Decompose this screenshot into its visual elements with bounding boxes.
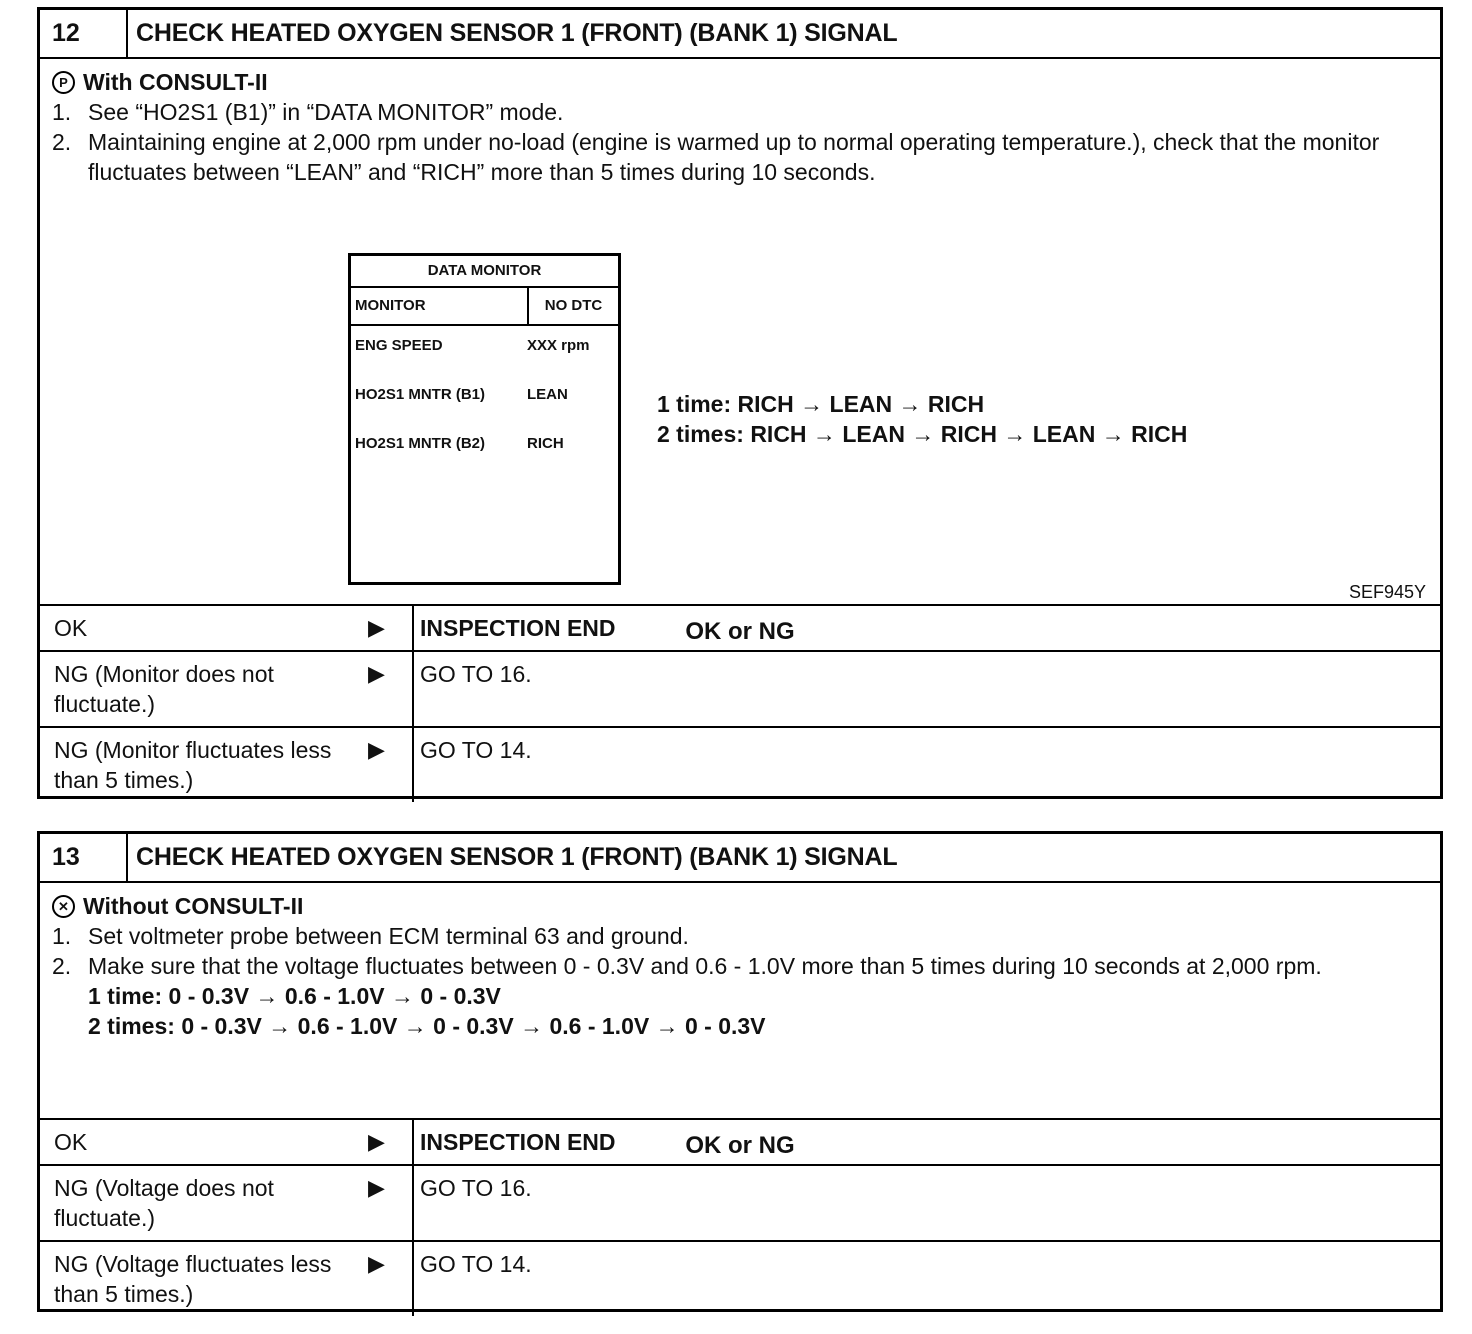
no-consult-icon: ✕: [52, 895, 75, 918]
step-header: [40, 10, 1440, 59]
data-monitor-screen: [348, 253, 621, 585]
table-row: NG (Voltage does not fluctuate.) ▶ GO TO 16.: [40, 1165, 1440, 1241]
table-row: OK ▶ INSPECTION END: [40, 1119, 1440, 1165]
result-table: [40, 604, 1440, 802]
list-item: 2. Maintaining engine at 2,000 rpm under no-load (engine is warmed up to normal operating temperature.), check that the monitor fluctuates between “LEAN” and “RICH” more than 5 times during 10 seconds.: [52, 129, 1380, 185]
ok-or-ng-label: OK or NG: [685, 618, 795, 645]
list-item: 2. Make sure that the voltage fluctuates between 0 - 0.3V and 0.6 - 1.0V more than 5 times during 10 seconds at 2,000 rpm.: [52, 953, 1322, 979]
arrow-right-icon: ▶: [368, 727, 413, 802]
list-item: 1. Set voltmeter probe between ECM terminal 63 and ground.: [52, 923, 689, 949]
step-header: [40, 834, 1440, 883]
data-monitor-row: HO2S1 MNTR (B1) LEAN: [355, 386, 568, 403]
table-row: OK ▶ INSPECTION END: [40, 605, 1440, 651]
data-monitor-row: HO2S1 MNTR (B2) RICH: [355, 435, 564, 452]
consult-icon: P: [52, 71, 75, 94]
arrow-right-icon: ▶: [368, 1165, 413, 1241]
mode-label: Without CONSULT-II: [83, 893, 304, 919]
step-number: 12: [40, 10, 128, 57]
data-monitor-title: DATA MONITOR: [351, 256, 618, 288]
arrow-right-icon: ▶: [368, 651, 413, 727]
fluctuation-sequence: 1 time: RICH → LEAN → RICH 2 times: RICH → LEAN → RICH → LEAN → RICH: [657, 391, 1188, 447]
voltage-sequence-2: 2 times: 0 - 0.3V → 0.6 - 1.0V → 0 - 0.3V → 0.6 - 1.0V → 0 - 0.3V: [88, 1013, 766, 1039]
step-list: [52, 921, 1428, 981]
step-title: CHECK HEATED OXYGEN SENSOR 1 (FRONT) (BANK 1) SIGNAL: [136, 19, 898, 47]
step-number: 13: [40, 834, 128, 881]
table-row: NG (Monitor fluctuates less than 5 times.) ▶ GO TO 14.: [40, 727, 1440, 802]
list-item: 1. See “HO2S1 (B1)” in “DATA MONITOR” mode.: [52, 99, 564, 125]
step-12-block: [37, 7, 1443, 799]
step-13-block: [37, 831, 1443, 1312]
mode-line: [52, 891, 1428, 921]
mode-line: [52, 67, 1428, 97]
step-title: CHECK HEATED OXYGEN SENSOR 1 (FRONT) (BANK 1) SIGNAL: [136, 843, 898, 871]
mode-label: With CONSULT-II: [83, 69, 268, 95]
table-row: NG (Voltage fluctuates less than 5 times.) ▶ GO TO 14.: [40, 1241, 1440, 1316]
data-monitor-row: ENG SPEED XXX rpm: [355, 337, 590, 354]
table-row: NG (Monitor does not fluctuate.) ▶ GO TO 16.: [40, 651, 1440, 727]
data-monitor-header: MONITOR NO DTC: [351, 288, 618, 326]
figure-id: SEF945Y: [1348, 582, 1426, 602]
arrow-right-icon: ▶: [368, 1119, 413, 1165]
result-table: [40, 1118, 1440, 1316]
arrow-right-icon: ▶: [368, 1241, 413, 1316]
voltage-sequence-1: 1 time: 0 - 0.3V → 0.6 - 1.0V → 0 - 0.3V: [88, 983, 501, 1009]
ok-or-ng-label: OK or NG: [685, 1132, 795, 1159]
arrow-right-icon: ▶: [368, 605, 413, 651]
step-list: [52, 97, 1428, 187]
